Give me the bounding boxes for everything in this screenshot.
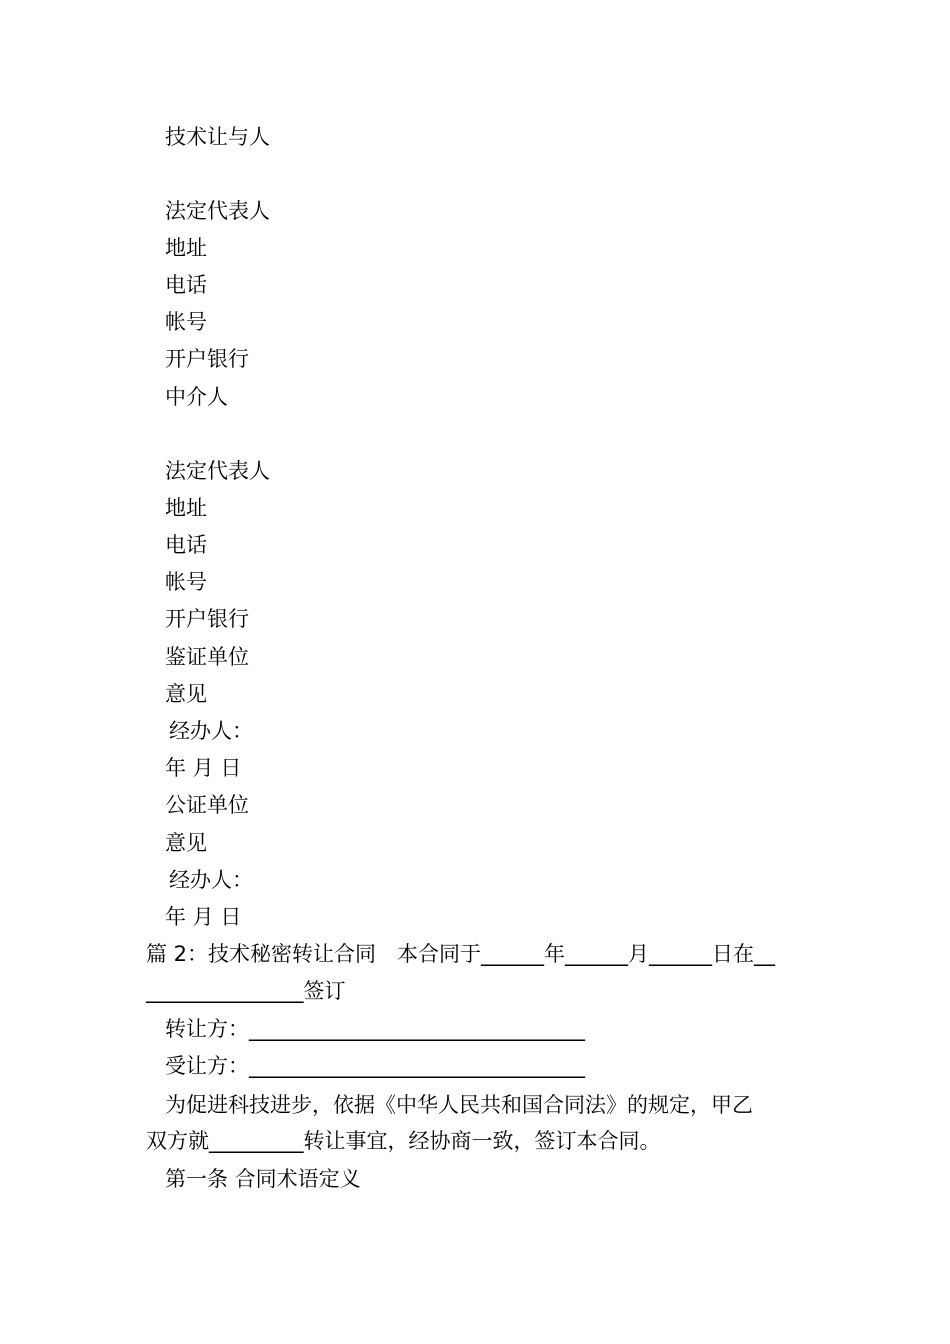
verification-date-label: 年 月 日: [165, 756, 242, 780]
party-b-phone-label: 电话: [165, 533, 207, 557]
party-a-bank-label: 开户银行: [165, 347, 249, 371]
transferor-line: 转让方：________________________________: [165, 1017, 585, 1041]
intermediary-label: 中介人: [165, 385, 228, 409]
preamble-line-2: 双方就_________转让事宜，经协商一致，签订本合同。: [146, 1129, 661, 1153]
party-b-address-label: 地址: [165, 496, 207, 520]
clause-1-heading: 第一条 合同术语定义: [165, 1167, 361, 1191]
party-b-account-label: 帐号: [165, 570, 207, 594]
verification-unit-label: 鉴证单位: [165, 645, 249, 669]
transferee-line: 受让方：________________________________: [165, 1054, 585, 1078]
verification-opinion-label: 意见: [165, 682, 207, 706]
party-a-heading: 技术让与人: [165, 125, 270, 149]
notarization-handler-label: 经办人：: [169, 868, 253, 892]
notarization-unit-label: 公证单位: [165, 793, 249, 817]
verification-handler-label: 经办人：: [169, 719, 253, 743]
party-a-legal-rep-label: 法定代表人: [165, 199, 270, 223]
party-a-account-label: 帐号: [165, 310, 207, 334]
party-a-address-label: 地址: [165, 236, 207, 260]
party-b-bank-label: 开户银行: [165, 607, 249, 631]
notarization-opinion-label: 意见: [165, 831, 207, 855]
preamble-line-1: 为促进科技进步，依据《中华人民共和国合同法》的规定，甲乙: [165, 1093, 753, 1117]
article-2-title-continued: _______________签订: [146, 979, 346, 1003]
article-2-title: 篇 2：技术秘密转让合同 本合同于______年______月______日在__: [146, 942, 776, 966]
notarization-date-label: 年 月 日: [165, 905, 242, 929]
party-a-phone-label: 电话: [165, 273, 207, 297]
party-b-legal-rep-label: 法定代表人: [165, 459, 270, 483]
